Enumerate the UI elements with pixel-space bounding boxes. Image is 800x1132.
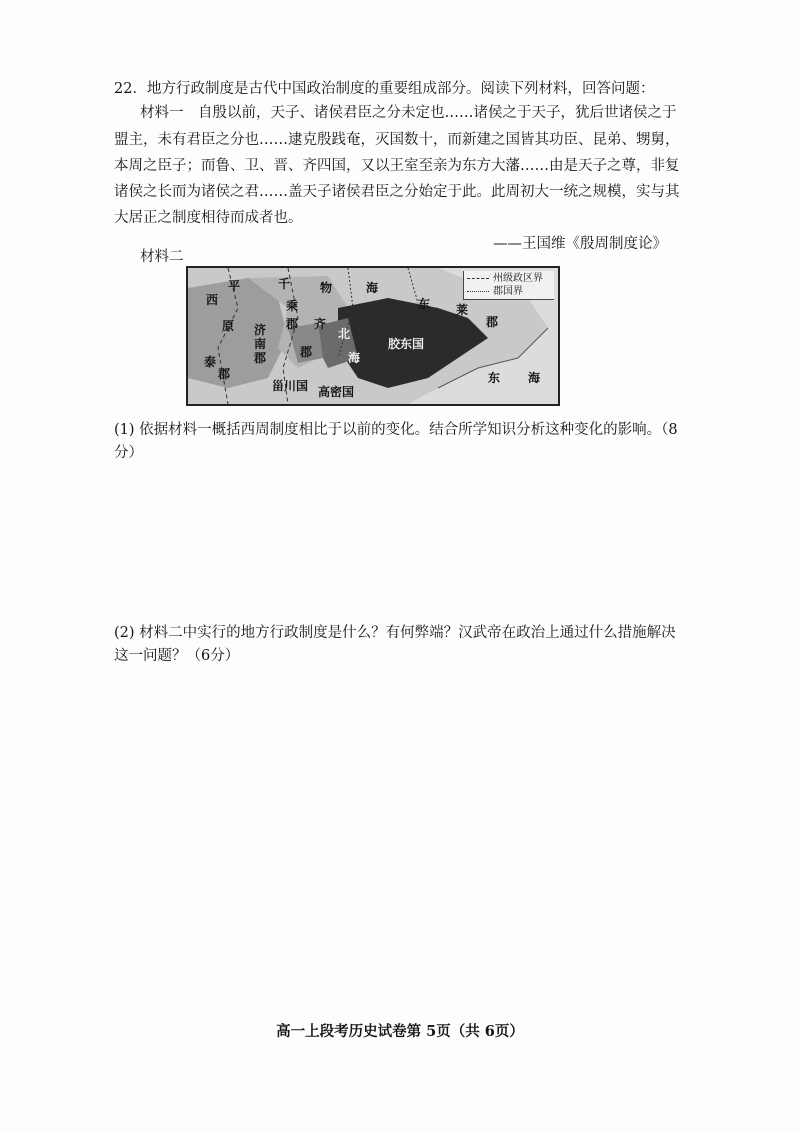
map-label-jiaodong: 胶东国: [388, 337, 425, 351]
map-label-west: 西: [206, 293, 219, 307]
map-label-dong-2: 东: [488, 371, 501, 385]
question-title: 22．地方行政制度是古代中国政治制度的重要组成部分。阅读下列材料，回答问题：: [114, 81, 655, 97]
map-label-zichuan: 甾川国: [272, 379, 309, 393]
map-label-jun-5: 郡: [486, 315, 499, 329]
material1-line-1: 材料一 自殷以前，天子、诸侯君臣之分未定也……诸侯之于天子，犹后世诸侯之于: [140, 105, 677, 121]
map-label-jun-4: 郡: [218, 367, 231, 381]
subquestion-1-line-2: 分）: [114, 445, 143, 461]
material1-line-4: 诸侯之长而为诸侯之君……盖天子诸侯君臣之分始定于此。此周初大一统之规模，实与其: [114, 184, 680, 200]
subquestion-2-line-2: 这一问题？（6分）: [114, 648, 240, 664]
material1-source: ——王国维《殷周制度论》: [493, 236, 667, 252]
subquestion-2-line-1: (2) 材料二中实行的地方行政制度是什么？有何弊端？汉武帝在政治上通过什么措施解决: [114, 625, 676, 641]
han-map: [186, 266, 560, 406]
map-legend: [463, 271, 554, 300]
legend-commandery-boundary: 郡国界: [493, 286, 523, 297]
map-label-jun: 郡: [300, 345, 313, 359]
map-label-hai-2: 海: [348, 351, 361, 365]
material1-line-5: 大居正之制度相待而成者也。: [114, 210, 303, 226]
map-label-tai: 泰: [204, 355, 217, 369]
map-label-wu: 物: [320, 281, 333, 295]
map-label-jinan-2: 南: [254, 337, 267, 351]
map-label-dong: 东: [418, 297, 431, 311]
map-label-cheng-2: 郡: [286, 317, 299, 331]
map-label-jinan-3: 郡: [254, 351, 267, 365]
map-label-yuan: 原: [222, 319, 235, 333]
map-label-hai-3: 海: [528, 371, 541, 385]
map-label-qi: 齐: [314, 317, 327, 331]
map-label-lai: 莱: [456, 303, 469, 317]
material1-line-3: 本周之臣子；而鲁、卫、晋、齐四国，又以王室至亲为东方大藩……由是天子之尊，非复: [114, 158, 680, 174]
material1-line-2: 盟主，未有君臣之分也……逮克殷践奄，灭国数十，而新建之国皆其功臣、昆弟、甥舅，: [114, 132, 680, 148]
map-label-hai: 海: [366, 281, 379, 295]
material2-label: 材料二: [140, 249, 184, 265]
map-label-ping: 平: [228, 279, 241, 293]
map-label-jinan: 济: [254, 323, 267, 337]
legend-state-boundary: 州级政区界: [493, 273, 543, 284]
page-footer: 高一上段考历史试卷第 5页（共 6页）: [276, 1023, 524, 1040]
map-label-bei: 北: [338, 327, 351, 341]
map-label-qian: 千: [278, 277, 291, 291]
map-label-gaomi: 高密国: [318, 385, 355, 399]
subquestion-1-line-1: (1) 依据材料一概括西周制度相比于以前的变化。结合所学知识分析这种变化的影响。（8: [114, 422, 678, 438]
map-label-cheng: 乘: [286, 299, 299, 313]
